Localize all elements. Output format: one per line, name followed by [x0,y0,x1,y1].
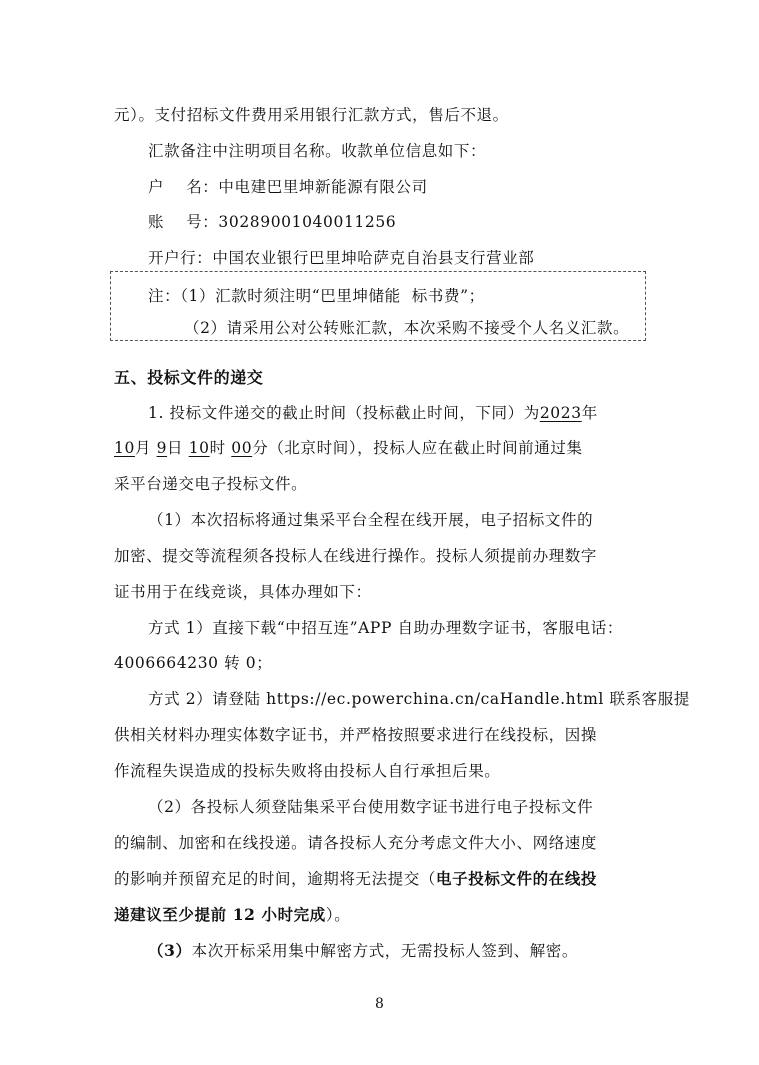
deadline-day-unit: 日 [167,439,184,457]
item-1-line-3: 证书用于在线竞谈，具体办理如下： [114,583,372,601]
item-2-line-2: 的编制、加密和在线投递。请各投标人充分考虑文件大小、网络速度 [114,834,598,852]
page-number: 8 [375,996,384,1012]
deadline-lead: 1. 投标文件递交的截止时间（投标截止时间，下同）为 [148,404,540,422]
method-1-line-2: 4006664230 转 0； [114,654,273,672]
section-5-heading: 五、投标文件的递交 [114,368,264,387]
deadline-hour: 10 [188,439,210,457]
item-2-line-4-end: ）。 [325,906,351,924]
note-item-1: 注：（1）汇款时须注明“巴里坤储能 标书费”； [148,287,485,305]
method-2-line-2: 供相关材料办理实体数字证书，并严格按照要求进行在线投标，因操 [114,726,598,744]
item-1-line-1: （1）本次招标将通过集采平台全程在线开展，电子招标文件的 [148,511,594,529]
deadline-month-unit: 月 [134,439,152,457]
item-3-number: （3） [148,941,192,960]
item-1-line-2: 加密、提交等流程须各投标人在线进行操作。投标人须提前办理数字 [114,547,598,565]
method-2-line-1: 方式 2）请登陆 https://ec.powerchina.cn/caHandle.html 联系客服提 [148,690,690,708]
deadline-hour-unit: 时 [209,439,226,457]
item-2-line-3-text: 的影响并预留充足的时间，逾期将无法提交（ [114,870,437,888]
note-item-2: （2）请采用公对公转账汇款，本次采购不接受个人名义汇款。 [184,319,630,337]
account-number-line: 账 号：30289001040011256 [148,213,397,231]
deadline-year-unit: 年 [581,404,598,422]
advance-time-emphasis: 递建议至少提前 12 小时完成 [114,905,326,924]
account-name-line: 户 名：中电建巴里坤新能源有限公司 [148,178,428,196]
method-2-line-3: 作流程失误造成的投标失败将由投标人自行承担后果。 [114,762,501,780]
deadline-minute-unit: 分 [252,439,269,457]
deadline-line-1 [148,403,598,423]
deadline-day: 9 [156,439,168,457]
deadline-line-3: 采平台递交电子投标文件。 [114,475,308,493]
item-2-line-3 [114,869,597,889]
deadline-tail: （北京时间），投标人应在截止时间前通过集 [268,439,583,457]
bank-line: 开户行：中国农业银行巴里坤哈萨克自治县支行营业部 [148,249,535,267]
deadline-year: 2023 [539,404,582,422]
deadline-minute: 00 [231,439,253,457]
deadline-month: 10 [114,439,135,457]
item-2-line-4 [114,905,350,925]
remittance-note-text: 汇款备注中注明项目名称。收款单位信息如下： [148,142,487,160]
payment-method-text: 元）。支付招标文件费用采用银行汇款方式，售后不退。 [114,106,509,124]
item-3-line [148,941,578,961]
item-3-text: 本次开标采用集中解密方式，无需投标人签到、解密。 [191,942,578,960]
method-1-line-1: 方式 1）直接下载“中招互连”APP 自助办理数字证书，客服电话： [148,619,623,637]
deadline-line-2 [114,438,583,458]
item-2-line-1: （2）各投标人须登陆集采平台使用数字证书进行电子投标文件 [148,798,594,816]
online-submission-emphasis: 电子投标文件的在线投 [436,869,598,888]
